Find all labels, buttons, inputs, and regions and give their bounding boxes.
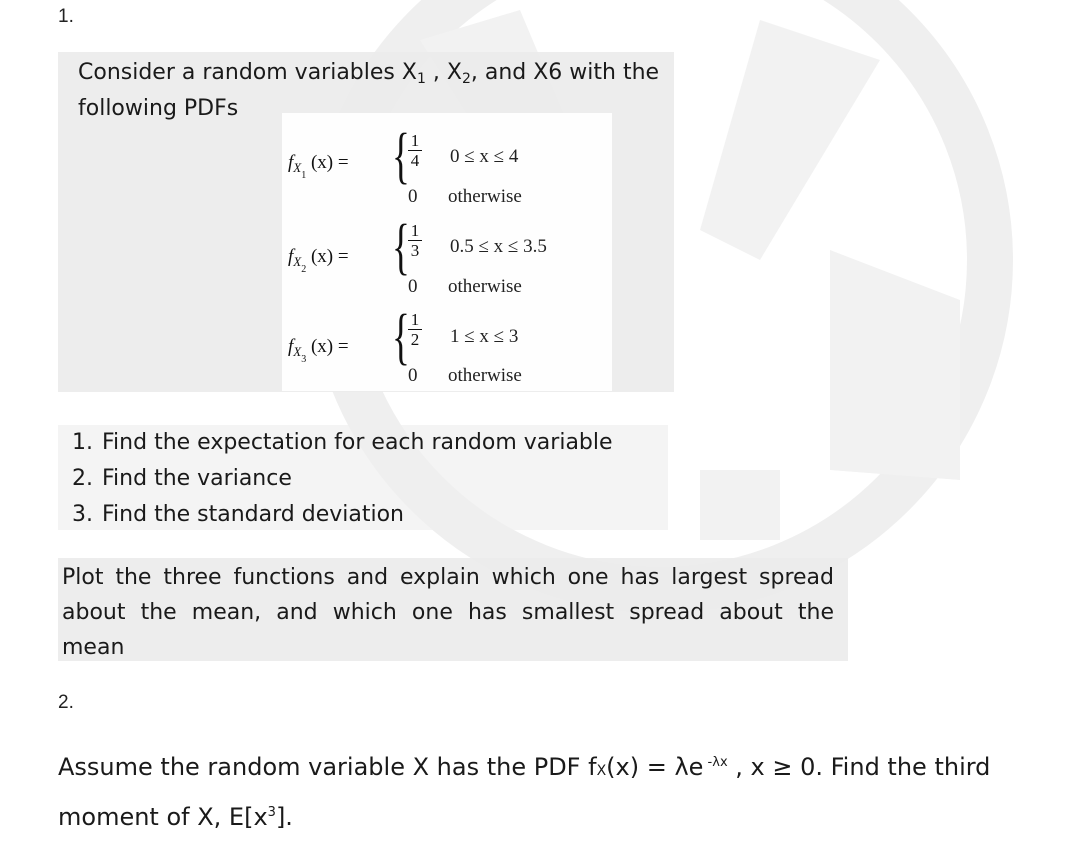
task-item: 2. Find the variance — [72, 466, 292, 491]
pdf-3-fraction: 1 2 — [408, 311, 422, 348]
pdf-2-lhs: $f_{X_2}$ (x) = — [288, 246, 349, 275]
plot-instruction: Plot the three functions and explain which one has largest spread about the mean, and which one has smallest spread about the mean — [62, 565, 834, 660]
pdf-3-brace: { — [391, 303, 410, 371]
task-list — [58, 425, 613, 533]
task-item: 1. Find the expectation for each random variable — [72, 430, 613, 455]
pdf-2-brace: { — [391, 213, 410, 281]
pdf-1-otherwise: otherwise — [448, 186, 522, 207]
pdf-2-otherwise: otherwise — [448, 276, 522, 297]
pdf-3-condition: 1 ≤ x ≤ 3 — [450, 326, 519, 347]
pdf-1-lhs: $f_{X_1}$ (x) = — [288, 152, 349, 181]
pdf-1-condition: 0 ≤ x ≤ 4 — [450, 146, 519, 167]
pdf-1-brace: { — [391, 122, 410, 190]
task-item: 3. Find the standard deviation — [72, 502, 404, 527]
question-number-1: 1. — [58, 6, 74, 27]
pdf-1-fraction: 1 4 — [408, 132, 422, 169]
pdf-3-lhs: $f_{X_3}$ (x) = — [288, 336, 349, 365]
pdf-2-zero: 0 — [408, 276, 418, 297]
pdf-2-condition: 0.5 ≤ x ≤ 3.5 — [450, 236, 547, 257]
intro-text: Consider a random variables X1 , X2, and X6 with the following PDFs — [78, 60, 660, 121]
pdf-2-fraction: 1 3 — [408, 222, 422, 259]
question-2-text: Assume the random variable X has the PDF fX(x) = λe $^{-\lambda x}$ , x ≥ 0. Find the third moment of X, $E[x^3]$. — [58, 753, 991, 831]
pdf-1-zero: 0 — [408, 186, 418, 207]
question-number-2: 2. — [58, 692, 74, 713]
pdf-3-zero: 0 — [408, 365, 418, 386]
pdf-3-otherwise: otherwise — [448, 365, 522, 386]
